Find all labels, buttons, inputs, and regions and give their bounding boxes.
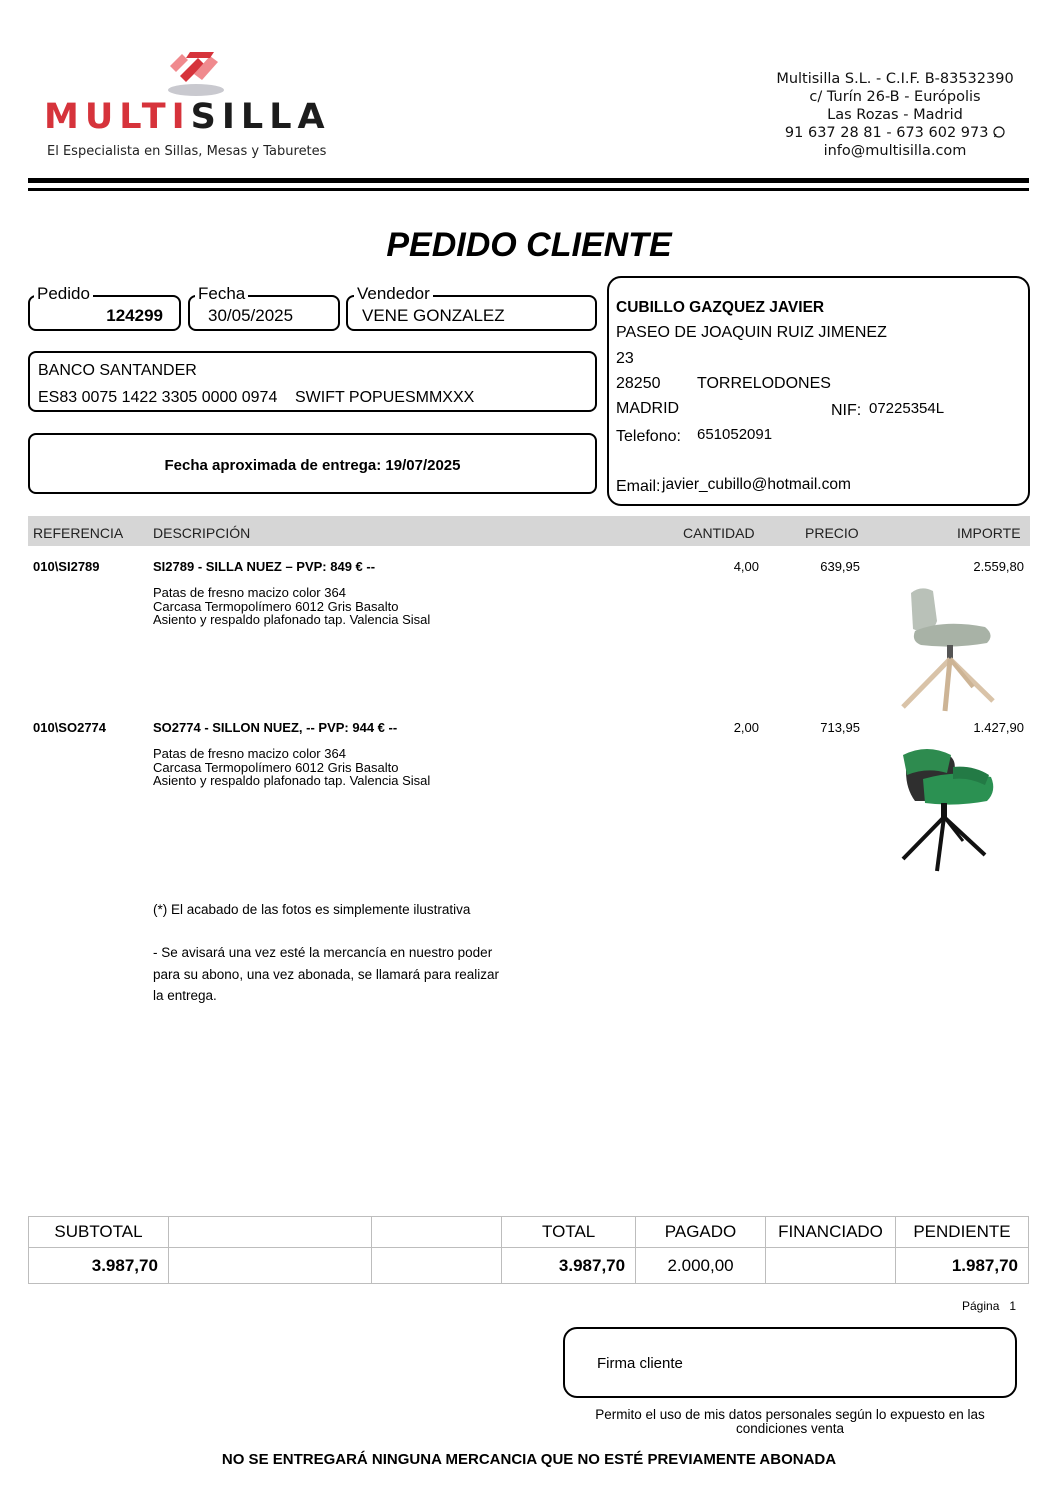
- col-amount-header: IMPORTE: [957, 525, 1021, 541]
- payment-notice: - Se avisará una vez esté la mercancía en nuestro poder para su abono, una vez abonada, se llamará para realizar la entrega.: [153, 945, 499, 1003]
- customer-name: CUBILLO GAZQUEZ JAVIER: [616, 299, 825, 316]
- bank-box: [28, 351, 597, 412]
- vendedor-label: Vendedor: [354, 284, 433, 304]
- green-armchair-image: [893, 745, 999, 875]
- company-city: Las Rozas - Madrid: [827, 107, 963, 123]
- col-desc-header: DESCRIPCIÓN: [153, 525, 251, 541]
- total-label: TOTAL: [502, 1217, 636, 1248]
- pagado-label: PAGADO: [636, 1217, 766, 1248]
- grey-chair-image: [893, 583, 999, 713]
- item-qty: 2,00: [733, 720, 759, 735]
- pendiente-label: PENDIENTE: [895, 1217, 1028, 1248]
- customer-province: MADRID: [616, 400, 680, 417]
- customer-zip: 28250: [616, 375, 661, 392]
- footer-warning: NO SE ENTREGARÁ NINGUNA MERCANCIA QUE NO ESTÉ PREVIAMENTE ABONADA: [221, 1451, 837, 1468]
- customer-city: TORRELODONES: [697, 375, 831, 392]
- pedido-label: Pedido: [34, 284, 93, 304]
- multisilla-logo-icon: [160, 48, 230, 98]
- customer-email: javier_cubillo@hotmail.com: [662, 476, 851, 493]
- item-amount: 2.559,80: [973, 559, 1024, 574]
- delivery-box: [28, 433, 597, 494]
- item-price: 713,95: [820, 720, 860, 735]
- logo-wordmark: MULTISILLA: [44, 97, 331, 137]
- company-street: c/ Turín 26-B - Európolis: [809, 89, 981, 105]
- pedido-value: 124299: [106, 306, 163, 325]
- financiado-label: FINANCIADO: [766, 1217, 896, 1248]
- vendedor-value: VENE GONZALEZ: [362, 306, 505, 325]
- item-title: SO2774 - SILLON NUEZ, -- PVP: 944 € --: [153, 720, 398, 735]
- bank-name: BANCO SANTANDER: [38, 362, 197, 379]
- item-description: Patas de fresno macizo color 364 Carcasa Termopolímero 6012 Gris Basalto Asiento y respaldo plafonado tap. Valencia Sisal: [153, 585, 431, 627]
- customer-nif-label: NIF:: [831, 402, 862, 419]
- company-email: info@multisilla.com: [823, 143, 967, 159]
- total-value: 3.987,70: [502, 1248, 636, 1284]
- whatsapp-icon: [993, 126, 1005, 138]
- customer-number: 23: [616, 350, 634, 367]
- pagado-value: 2.000,00: [636, 1248, 766, 1284]
- pendiente-value: 1.987,70: [895, 1248, 1028, 1284]
- header-rule-thin: [28, 188, 1029, 191]
- customer-nif: 07225354L: [869, 400, 945, 417]
- photo-note: (*) El acabado de las fotos es simplemente ilustrativa: [153, 902, 471, 917]
- page-number: Página 1: [962, 1299, 1017, 1313]
- bank-iban: ES83 0075 1422 3305 0000 0974: [38, 389, 278, 406]
- item-amount: 1.427,90: [973, 720, 1024, 735]
- fecha-value: 30/05/2025: [208, 306, 294, 325]
- item-ref: 010\SI2789: [33, 559, 100, 574]
- customer-phone-label: Telefono:: [616, 428, 681, 445]
- document-title: PEDIDO CLIENTE: [386, 226, 672, 264]
- financiado-value: [766, 1248, 896, 1284]
- item-qty: 4,00: [733, 559, 759, 574]
- item-price: 639,95: [820, 559, 860, 574]
- signature-label: Firma cliente: [597, 1355, 683, 1372]
- fecha-label: Fecha: [195, 284, 248, 304]
- item-ref: 010\SO2774: [33, 720, 107, 735]
- col-qty-header: CANTIDAD: [683, 525, 755, 541]
- signature-box[interactable]: [563, 1327, 1017, 1398]
- privacy-consent: Permito el uso de mis datos personales según lo expuesto en las condiciones venta: [595, 1407, 985, 1436]
- logo-tagline: El Especialista en Sillas, Mesas y Taburetes: [47, 144, 327, 159]
- company-phones: 91 637 28 81 - 673 602 973: [760, 124, 1030, 142]
- col-price-header: PRECIO: [805, 525, 859, 541]
- subtotal-label: SUBTOTAL: [29, 1217, 169, 1248]
- subtotal-value: 3.987,70: [29, 1248, 169, 1284]
- item-description: Patas de fresno macizo color 364 Carcasa Termopolímero 6012 Gris Basalto Asiento y respaldo plafonado tap. Valencia Sisal: [153, 746, 431, 788]
- company-info: [760, 70, 1030, 160]
- totals-table: [28, 1216, 1029, 1284]
- customer-email-label: Email:: [616, 478, 661, 495]
- bank-swift: SWIFT POPUESMMXXX: [295, 389, 475, 406]
- customer-box: [607, 276, 1030, 506]
- company-cif: Multisilla S.L. - C.I.F. B-83532390: [776, 71, 1014, 87]
- delivery-date: Fecha aproximada de entrega: 19/07/2025: [164, 457, 461, 474]
- col-ref-header: REFERENCIA: [33, 525, 124, 541]
- item-title: SI2789 - SILLA NUEZ – PVP: 849 € --: [153, 559, 376, 574]
- customer-phone: 651052091: [697, 426, 773, 443]
- customer-street: PASEO DE JOAQUIN RUIZ JIMENEZ: [616, 324, 887, 341]
- header-rule-thick: [28, 178, 1029, 183]
